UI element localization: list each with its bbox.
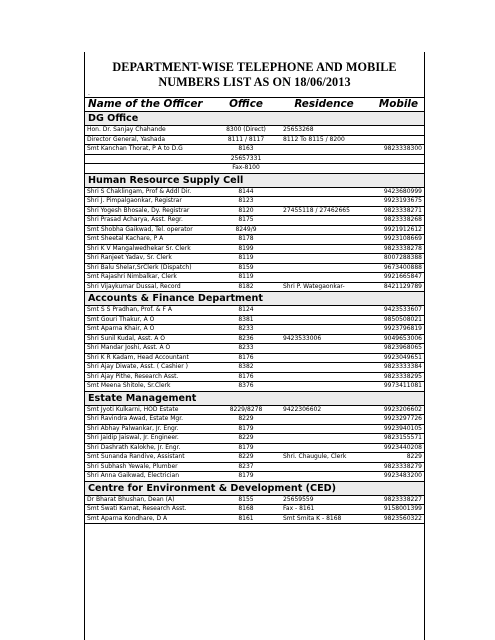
officer-name: Shri K R Kadam, Head Accountant [85, 353, 211, 363]
mobile-number: 9049653006 [367, 334, 424, 344]
mobile-number: 9158001399 [367, 505, 424, 515]
section-header [85, 391, 424, 405]
table-row [85, 462, 424, 472]
table-row [85, 197, 424, 207]
section-title: Centre for Environment & Development (CED) [85, 481, 424, 495]
residence-number [281, 225, 367, 235]
mobile-number: 9823333384 [367, 363, 424, 373]
residence-number [281, 372, 367, 382]
table-row [85, 164, 424, 174]
office-number: 8119 [211, 273, 281, 283]
officer-name: Shri Ravindra Awad, Estate Mgr. [85, 415, 211, 425]
table-row [85, 126, 424, 136]
officer-name: Shri Subhash Yewale, Plumber [85, 462, 211, 472]
office-number: 8119 [211, 254, 281, 264]
residence-number: Smt Smita K - 8168 [281, 514, 367, 524]
residence-number: Fax - 8161 [281, 505, 367, 515]
residence-number: 25653268 [281, 126, 367, 136]
officer-name: Director General, Yashada [85, 135, 211, 145]
table-row [85, 334, 424, 344]
officer-name [85, 154, 211, 164]
officer-name: Shri Dashrath Kalokhe, Jr. Engr. [85, 443, 211, 453]
mobile-number: 9823338227 [367, 495, 424, 505]
mobile-number [367, 164, 424, 174]
office-number: 8176 [211, 372, 281, 382]
office-number: 8179 [211, 424, 281, 434]
header-mobile: Mobile [367, 98, 424, 112]
office-number: 8179 [211, 472, 281, 482]
officer-name: Smt Kanchan Thorat, P A to D.G [85, 145, 211, 155]
officer-name: Shri J. Pimpalgaonkar, Registrar [85, 197, 211, 207]
residence-number: Shri P. Wategaonkar- [281, 282, 367, 292]
table-row [85, 405, 424, 415]
table-row [85, 145, 424, 155]
title-line-1: DEPARTMENT-WISE TELEPHONE AND MOBILE [112, 60, 397, 74]
mobile-number: 9823968065 [367, 344, 424, 354]
office-number: 8123 [211, 197, 281, 207]
residence-number [281, 306, 367, 316]
mobile-number: 9823338295 [367, 372, 424, 382]
office-number: 8229/8278 [211, 405, 281, 415]
office-number: 8382 [211, 363, 281, 373]
title-dot: . [85, 90, 424, 98]
table-row [85, 353, 424, 363]
mobile-number: 9923940105 [367, 424, 424, 434]
officer-name: Shri Mandar Joshi, Asst. A O [85, 344, 211, 354]
officer-name: Smt Meena Shitole, Sr.Clerk [85, 382, 211, 392]
table-header-row [85, 98, 424, 112]
residence-number [281, 216, 367, 226]
office-number: 8237 [211, 462, 281, 472]
table-row [85, 443, 424, 453]
mobile-number: 9923049651 [367, 353, 424, 363]
office-number: 25657331 [211, 154, 281, 164]
table-row [85, 344, 424, 354]
residence-number: 25659559 [281, 495, 367, 505]
mobile-number: 9850508021 [367, 315, 424, 325]
mobile-number: 9921665847 [367, 273, 424, 283]
residence-number [281, 273, 367, 283]
mobile-number: 8007288388 [367, 254, 424, 264]
section-title: Accounts & Finance Department [85, 292, 424, 306]
officer-name: Smt Swati Kamat, Research Asst. [85, 505, 211, 515]
table-row [85, 505, 424, 515]
table-row [85, 282, 424, 292]
office-number: 8300 (Direct) [211, 126, 281, 136]
residence-number: Shri. Chaugule, Clerk [281, 453, 367, 463]
residence-number [281, 154, 367, 164]
table-row [85, 424, 424, 434]
officer-name: Smt Sunanda Randive, Assistant [85, 453, 211, 463]
table-row [85, 135, 424, 145]
title-line-2: NUMBERS LIST AS ON 18/06/2013 [158, 75, 351, 89]
table-row [85, 206, 424, 216]
office-number: 8233 [211, 325, 281, 335]
residence-number: 27455118 / 27462665 [281, 206, 367, 216]
header-residence: Residence [281, 98, 367, 112]
mobile-number: 9823560322 [367, 514, 424, 524]
officer-name: Dr Bharat Bhushan, Dean (A) [85, 495, 211, 505]
residence-number [281, 363, 367, 373]
mobile-number: 9423533607 [367, 306, 424, 316]
residence-number [281, 244, 367, 254]
table-row [85, 254, 424, 264]
mobile-number: 9823338300 [367, 145, 424, 155]
office-number: 8161 [211, 514, 281, 524]
table-row [85, 216, 424, 226]
header-office: Office [211, 98, 281, 112]
table-row [85, 434, 424, 444]
residence-number [281, 325, 367, 335]
table-row [85, 382, 424, 392]
mobile-number: 8229 [367, 453, 424, 463]
residence-number [281, 424, 367, 434]
mobile-number: 9823338278 [367, 244, 424, 254]
residence-number [281, 415, 367, 425]
officer-name: Smt Jyoti Kulkarni, HOD Estate [85, 405, 211, 415]
residence-number [281, 254, 367, 264]
office-number: Fax-8100 [211, 164, 281, 174]
office-number: 8168 [211, 505, 281, 515]
office-number: 8229 [211, 415, 281, 425]
officer-name [85, 164, 211, 174]
residence-number [281, 315, 367, 325]
officer-name: Smt Aparna Khair, A O [85, 325, 211, 335]
office-number: 8124 [211, 306, 281, 316]
office-number: 8179 [211, 443, 281, 453]
mobile-number: 9823155571 [367, 434, 424, 444]
officer-name: Smt Gouri Thakur, A O [85, 315, 211, 325]
residence-number [281, 235, 367, 245]
section-title: Human Resource Supply Cell [85, 173, 424, 187]
table-row [85, 225, 424, 235]
phone-table [85, 98, 424, 524]
residence-number [281, 472, 367, 482]
office-number: 8163 [211, 145, 281, 155]
residence-number [281, 382, 367, 392]
officer-name: Shri Jaidip Jaiswal, Jr. Engineer. [85, 434, 211, 444]
table-row [85, 372, 424, 382]
mobile-number [367, 154, 424, 164]
office-number: 8233 [211, 344, 281, 354]
mobile-number: 9923440208 [367, 443, 424, 453]
mobile-number: 9921912612 [367, 225, 424, 235]
officer-name: Shri Ajay Diwate, Asst. ( Cashier ) [85, 363, 211, 373]
residence-number [281, 353, 367, 363]
officer-name: Smt Rajashri Nimbalkar, Clerk [85, 273, 211, 283]
office-number: 8376 [211, 382, 281, 392]
office-number: 8175 [211, 216, 281, 226]
mobile-number: 9923108669 [367, 235, 424, 245]
officer-name: Shri S Chaklingam, Prof & Addl Dir. [85, 187, 211, 197]
residence-number: 8112 To 8115 / 8200 [281, 135, 367, 145]
officer-name: Hon. Dr. Sanjay Chahande [85, 126, 211, 136]
mobile-number: 9923193675 [367, 197, 424, 207]
mobile-number [367, 126, 424, 136]
mobile-number: 9923796819 [367, 325, 424, 335]
table-row [85, 325, 424, 335]
table-row [85, 306, 424, 316]
office-number: 8182 [211, 282, 281, 292]
table-row [85, 495, 424, 505]
officer-name: Shri Ranjeet Yadav, Sr. Clerk [85, 254, 211, 264]
officer-name: Smt Sheetal Kachare, P A [85, 235, 211, 245]
office-number: 8229 [211, 453, 281, 463]
office-number: 8199 [211, 244, 281, 254]
table-row [85, 235, 424, 245]
officer-name: Shri Abhay Palwankar, Jr. Engr. [85, 424, 211, 434]
office-number: 8120 [211, 206, 281, 216]
officer-name: Shri Sunil Kudal, Asst. A O [85, 334, 211, 344]
residence-number [281, 197, 367, 207]
office-number: 8229 [211, 434, 281, 444]
table-row [85, 244, 424, 254]
mobile-number: 9923483200 [367, 472, 424, 482]
office-number: 8111 / 8117 [211, 135, 281, 145]
table-row [85, 187, 424, 197]
officer-name: Smt Shobha Gaikwad, Tel. operator [85, 225, 211, 235]
office-number: 8236 [211, 334, 281, 344]
section-header [85, 481, 424, 495]
officer-name: Shri K V Mangalwedhekar Sr. Clerk [85, 244, 211, 254]
header-name: Name of the Officer [85, 98, 211, 112]
section-header [85, 173, 424, 187]
officer-name: Shri Yogesh Bhosale, Dy. Registrar [85, 206, 211, 216]
residence-number: 9422306602 [281, 405, 367, 415]
residence-number [281, 462, 367, 472]
mobile-number: 9823338279 [367, 462, 424, 472]
section-header [85, 292, 424, 306]
table-row [85, 263, 424, 273]
office-number: 8249/9 [211, 225, 281, 235]
mobile-number: 9823338268 [367, 216, 424, 226]
officer-name: Shri Vijaykumar Dussal, Record [85, 282, 211, 292]
officer-name: Smt Aparna Kondhare, D A [85, 514, 211, 524]
mobile-number: 8421129789 [367, 282, 424, 292]
officer-name: Shri Prasad Acharya, Asst. Regr. [85, 216, 211, 226]
mobile-number: 9423680999 [367, 187, 424, 197]
table-row [85, 273, 424, 283]
section-header [85, 112, 424, 126]
table-row [85, 453, 424, 463]
mobile-number: 9823338271 [367, 206, 424, 216]
residence-number [281, 145, 367, 155]
residence-number [281, 263, 367, 273]
residence-number [281, 164, 367, 174]
office-number: 8176 [211, 353, 281, 363]
officer-name: Shri Anna Gaikwad, Electrician [85, 472, 211, 482]
officer-name: Smt S S Pradhan, Prof. & F A [85, 306, 211, 316]
section-title: DG Office [85, 112, 424, 126]
residence-number [281, 187, 367, 197]
office-number: 8144 [211, 187, 281, 197]
officer-name: Shri Ajay Pithe, Research Asst. [85, 372, 211, 382]
table-row [85, 363, 424, 373]
table-row [85, 472, 424, 482]
office-number: 8155 [211, 495, 281, 505]
office-number: 8159 [211, 263, 281, 273]
document-sheet [84, 52, 425, 640]
residence-number [281, 434, 367, 444]
mobile-number: 9673400888 [367, 263, 424, 273]
mobile-number: 9923206602 [367, 405, 424, 415]
office-number: 8178 [211, 235, 281, 245]
mobile-number: 9973411081 [367, 382, 424, 392]
mobile-number [367, 135, 424, 145]
residence-number: 9423533006 [281, 334, 367, 344]
document-title [85, 60, 424, 90]
table-row [85, 514, 424, 524]
residence-number [281, 344, 367, 354]
residence-number [281, 443, 367, 453]
table-row [85, 415, 424, 425]
mobile-number: 9923297726 [367, 415, 424, 425]
officer-name: Shri Balu Shelar,SrClerk (Dispatch) [85, 263, 211, 273]
section-title: Estate Management [85, 391, 424, 405]
table-row [85, 315, 424, 325]
office-number: 8381 [211, 315, 281, 325]
table-row [85, 154, 424, 164]
